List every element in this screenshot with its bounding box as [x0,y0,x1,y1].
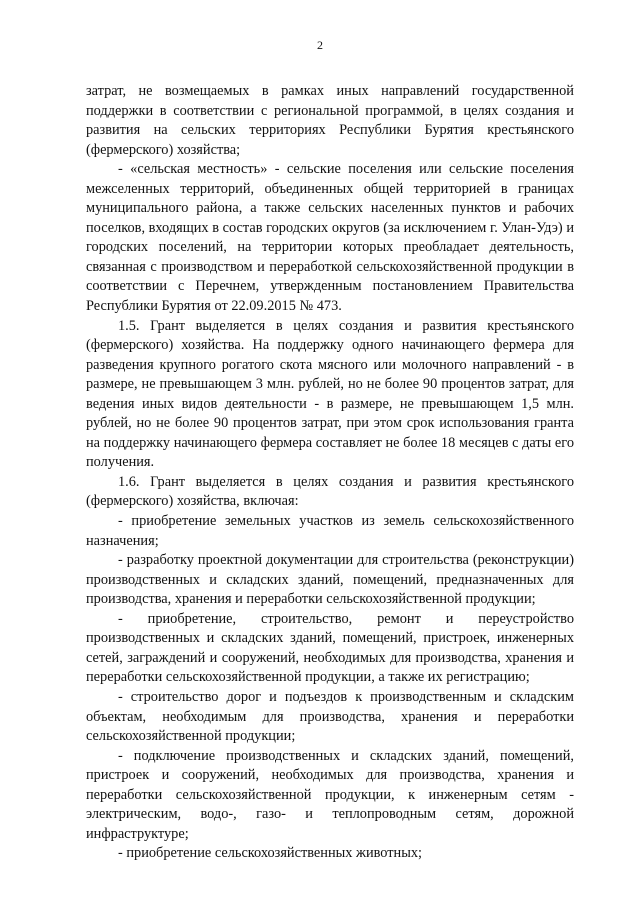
paragraph-costs-continuation: затрат, не возмещаемых в рамках иных направлений государственной поддержки в соответствии с региональной программой, в целях создания и развития на сельских территориях Республики Бурятия крестьянского (фермерского) хозяйства; [86,83,574,158]
page-number: 2 [317,38,323,52]
paragraph-section-1-6: 1.6. Грант выделяется в целях создания и развития крестьянского (фермерского) хозяйства, включая: [86,473,574,510]
list-item-livestock-acquisition: - приобретение сельскохозяйственных животных; [118,845,423,862]
list-item-buildings-acquisition: - приобретение, строительство, ремонт и переустройство производственных и складских зданий, помещений, пристроек, инженерных сетей, заграждений и сооружений, необходимых для производства, хранения и переработки сельскохозяйственной продукции, а также их регистрацию; [86,610,574,686]
list-item-utility-connection: - подключение производственных и складских зданий, помещений, пристроек и сооружений, необходимых для производства, хранения и переработки сельскохозяйственной продукции, к инженерным сетям - электрическим, водо-, газо- и теплопроводным сетям, дорожной инфраструктуре; [86,747,574,842]
paragraph-section-1-5: 1.5. Грант выделяется в целях создания и развития крестьянского (фермерского) хозяйства. На поддержку одного начинающего фермера для разведения крупного рогатого скота мясного или молочного направлений - в размере, не превышающем 3 млн. рублей, но не более 90 процентов затрат, для ведения иных видов деятельности - в размере, не превышающем 1,5 млн. рублей, но не более 90 процентов затрат, при этом срок использования гранта на поддержку начинающего фермера составляет не более 18 месяцев с даты его получения. [86,317,574,471]
paragraph-rural-area-definition: - «сельская местность» - сельские поселения или сельские поселения межселенных территорий, объединенных общей территорией в границах муниципального района, а также сельских населенных пунктов и рабочих поселков, входящих в состав городских округов (за исключением г. Улан-Удэ) и городских поселений, на территории которых преобладает деятельность, связанная с производством и переработкой сельскохозяйственной продукции в соответствии с Перечнем, утвержденным постановлением Правительства Республики Бурятия от 22.09.2015 № 473. [86,161,574,315]
document-body [86,82,574,864]
list-item-roads-construction: - строительство дорог и подъездов к производственным и складским объектам, необходимым для производства, хранения и переработки сельскохозяйственной продукции; [86,688,574,745]
list-item-project-documentation: - разработку проектной документации для строительства (реконструкции) производственных и складских зданий, помещений, предназначенных для производства, хранения и переработки сельскохозяйственной продукции; [86,552,574,608]
list-item-land-acquisition: - приобретение земельных участков из земель сельскохозяйственного назначения; [86,513,574,549]
